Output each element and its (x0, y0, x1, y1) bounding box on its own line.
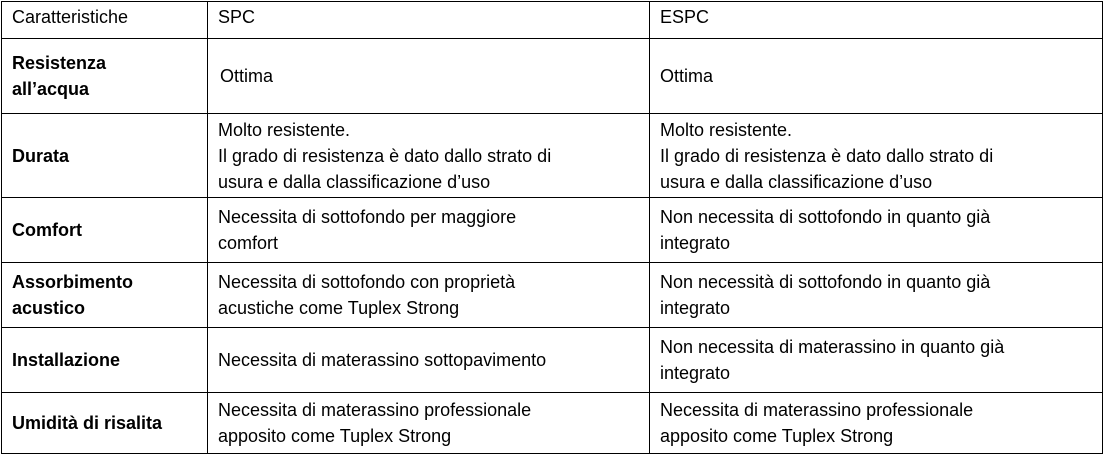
row-label-line: Durata (12, 145, 70, 166)
row-label (2, 328, 208, 393)
header-spc: SPC (208, 2, 650, 39)
spc-cell (208, 198, 650, 263)
cell-line: apposito come Tuplex Strong (660, 426, 894, 446)
espc-cell (650, 114, 1103, 198)
espc-cell (650, 39, 1103, 114)
cell-line: Non necessità di sottofondo in quanto già (660, 272, 991, 292)
cell-line: Necessita di materassino sottopavimento (218, 350, 547, 370)
cell-line: comfort (218, 233, 279, 253)
cell-line: Non necessita di sottofondo in quanto già (660, 207, 991, 227)
row-label-line: Installazione (12, 350, 121, 370)
table-header-row (2, 2, 1103, 39)
cell-line: usura e dalla classificazione d’uso (218, 171, 491, 192)
header-espc: ESPC (650, 2, 1103, 39)
row-label (2, 114, 208, 198)
spc-cell (208, 263, 650, 328)
cell-line: integrato (660, 233, 731, 253)
table-row-installazione (2, 328, 1103, 393)
cell-line: Non necessita di materassino in quanto già (660, 337, 1005, 357)
cell-line: Necessita di materassino professionale (660, 400, 974, 420)
spc-cell (208, 39, 650, 114)
row-label-line: Comfort (12, 220, 82, 240)
cell-line: integrato (660, 363, 731, 383)
espc-cell (650, 198, 1103, 263)
row-label-line: Umidità di risalita (12, 413, 163, 433)
cell-line: Il grado di resistenza è dato dallo strato di (660, 145, 994, 166)
cell-line: apposito come Tuplex Strong (218, 426, 452, 446)
cell-line: Necessita di sottofondo per maggiore (218, 207, 517, 227)
cell-line: Ottima (660, 66, 714, 86)
row-label (2, 393, 208, 454)
cell-line: usura e dalla classificazione d’uso (660, 171, 933, 192)
row-label-line: Resistenza (12, 53, 107, 73)
row-label (2, 263, 208, 328)
cell-line: Molto resistente. (660, 119, 793, 140)
row-label-line: Assorbimento (12, 272, 134, 292)
spc-cell (208, 114, 650, 198)
row-label-line: acustico (12, 298, 86, 318)
cell-line: integrato (660, 298, 731, 318)
table-row-assorbimento (2, 263, 1103, 328)
spc-cell (208, 328, 650, 393)
spc-cell (208, 393, 650, 454)
espc-cell (650, 393, 1103, 454)
table-row-resistenza (2, 39, 1103, 114)
cell-line: Il grado di resistenza è dato dallo strato di (218, 145, 552, 166)
table-row-comfort (2, 198, 1103, 263)
cell-line: acustiche come Tuplex Strong (218, 298, 460, 318)
row-label (2, 39, 208, 114)
table-row-durata (2, 114, 1103, 198)
cell-line: Molto resistente. (218, 119, 351, 140)
comparison-table (1, 1, 1103, 454)
cell-line: Necessita di sottofondo con proprietà (218, 272, 516, 292)
espc-cell (650, 263, 1103, 328)
table-row-umidita (2, 393, 1103, 454)
header-caratteristiche: Caratteristiche (2, 2, 208, 39)
row-label-line: all’acqua (12, 79, 90, 99)
row-label (2, 198, 208, 263)
espc-cell (650, 328, 1103, 393)
cell-line: Ottima (220, 66, 274, 86)
cell-line: Necessita di materassino professionale (218, 400, 532, 420)
